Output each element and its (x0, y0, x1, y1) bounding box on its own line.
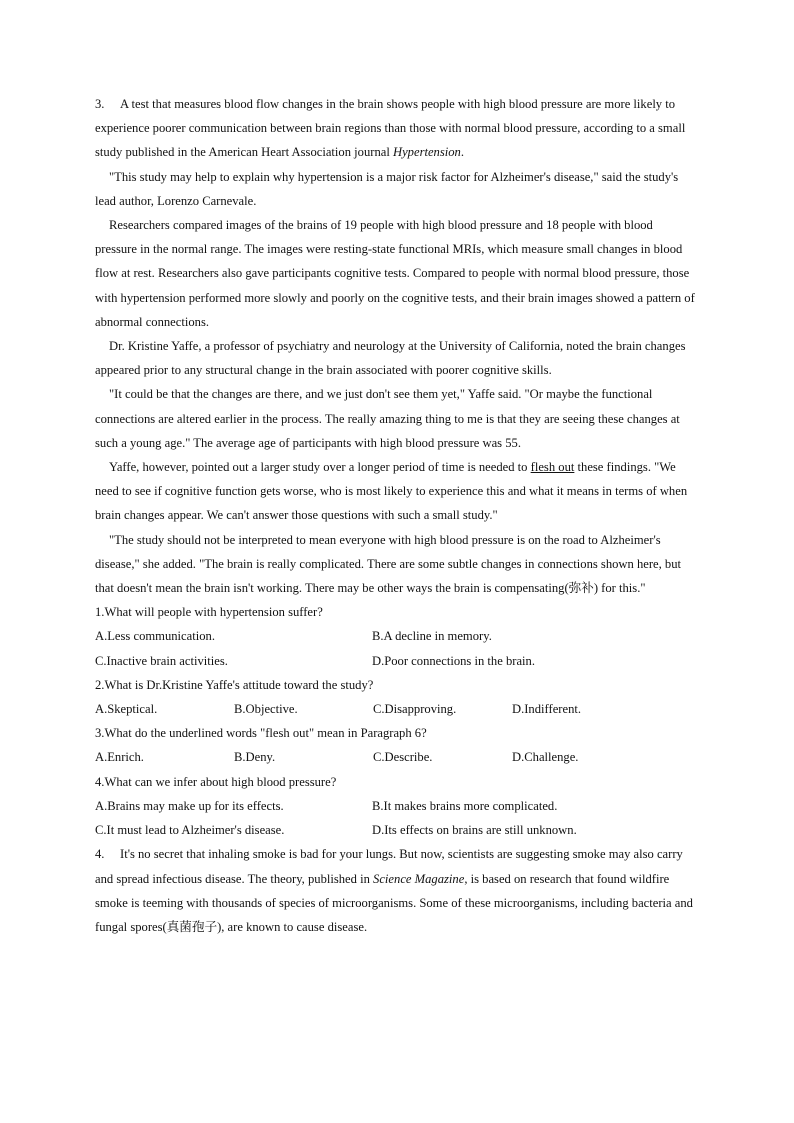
journal-title: Hypertension (393, 145, 461, 160)
option-d: D.Its effects on brains are still unknown. (372, 823, 577, 838)
passage-number: 4. (95, 847, 105, 862)
option-c: C.It must lead to Alzheimer's disease. (95, 823, 285, 838)
paragraph-text: Yaffe, however, pointed out a larger study over a longer period of time is needed to (109, 460, 531, 475)
passage-3-paragraph-2: "This study may help to explain why hypertension is a major risk factor for Alzheimer's disease," said the study's lead author, Lorenzo Carnevale. (95, 169, 679, 208)
question-2-stem: 2.What is Dr.Kristine Yaffe's attitude toward the study? (95, 677, 374, 692)
passage-4-paragraph-1 (95, 842, 695, 939)
question-3-stem: 3.What do the underlined words "flesh out" mean in Paragraph 6? (95, 726, 427, 741)
paragraph-text: A test that measures blood flow changes in the brain shows people with high blood pressure are more likely to experience poorer communication between brain regions than those with normal blood pressure, according to a small study published in the American Heart Association journal (95, 97, 686, 160)
question-3-options (95, 745, 695, 769)
option-c: C.Describe. (373, 750, 433, 765)
passage-3-paragraph-7: "The study should not be interpreted to mean everyone with high blood pressure is on the road to Alzheimer's disease," she added. "The brain is really complicated. There are some subtle changes in connections shown here, but that doesn't mean the brain isn't working. There may be other ways the brain is compensating(弥补) for this." (95, 532, 682, 596)
question-4-stem: 4.What can we infer about high blood pressure? (95, 774, 337, 789)
option-c: C.Disapproving. (373, 702, 457, 717)
option-d: D.Challenge. (512, 750, 579, 765)
option-a: A.Skeptical. (95, 702, 158, 717)
passage-number: 3. (95, 97, 105, 111)
option-b: B.Deny. (234, 750, 276, 765)
option-a: A.Enrich. (95, 750, 144, 765)
question-1-options-row-1 (95, 624, 695, 648)
journal-title: Science Magazine (373, 871, 465, 886)
option-a: A.Less communication. (95, 629, 215, 644)
paragraph-text: . (460, 145, 465, 160)
paragraph-text: It's no secret that inhaling smoke is bad for your lungs. But now, scientists are suggesting smoke may also carry and spread infectious disease. The theory, published in (95, 847, 683, 886)
option-b: B.A decline in memory. (372, 629, 492, 644)
question-4-options-row-1 (95, 794, 695, 818)
question-2-options (95, 697, 695, 721)
question-4-options-row-2 (95, 818, 695, 842)
option-b: B.It makes brains more complicated. (372, 798, 558, 813)
document-body (95, 92, 695, 939)
passage-3-paragraph-5: "It could be that the changes are there, and we just don't see them yet," Yaffe said. "Or maybe the functional connections are altered earlier in the process. The really amazing thing to me is that they are seeing these changes at such a young age." The average age of participants with high blood pressure was 55. (95, 387, 680, 450)
option-a: A.Brains may make up for its effects. (95, 798, 284, 813)
passage-3-paragraph-6 (95, 455, 695, 528)
passage-3-paragraph-4: Dr. Kristine Yaffe, a professor of psychiatry and neurology at the University of California, noted the brain changes appeared prior to any structural change in the brain associated with poorer cognitive skills. (95, 339, 686, 378)
paragraph-text: , is based on research that found wildfire smoke is teeming with thousands of species of microorganisms. Some of these microorganisms, including bacteria and fungal spores(真菌孢子), are known to cause disease. (95, 871, 693, 934)
paragraph-text: these findings. "We need to see if cognitive function gets worse, who is most likely to experience this and what it means in terms of when brain changes appear. We can't answer those questions with such a small study." (95, 460, 688, 523)
passage-3-paragraph-1 (95, 92, 695, 165)
option-d: D.Poor connections in the brain. (372, 653, 535, 668)
option-b: B.Objective. (234, 702, 298, 717)
option-d: D.Indifferent. (512, 702, 582, 717)
option-c: C.Inactive brain activities. (95, 653, 228, 668)
underlined-phrase: flesh out (530, 460, 575, 475)
question-1-stem: 1.What will people with hypertension suffer? (95, 605, 323, 620)
passage-3-paragraph-3: Researchers compared images of the brains of 19 people with high blood pressure and 18 people with blood pressure in the normal range. The images were resting-state functional MRIs, which measure small changes in blood flow at rest. Researchers also gave participants cognitive tests. Compared to people with normal blood pressure, those with hypertension performed more slowly and poorly on the cognitive tests, and their brain images showed a pattern of abnormal connections. (95, 218, 695, 329)
question-1-options-row-2 (95, 649, 695, 673)
